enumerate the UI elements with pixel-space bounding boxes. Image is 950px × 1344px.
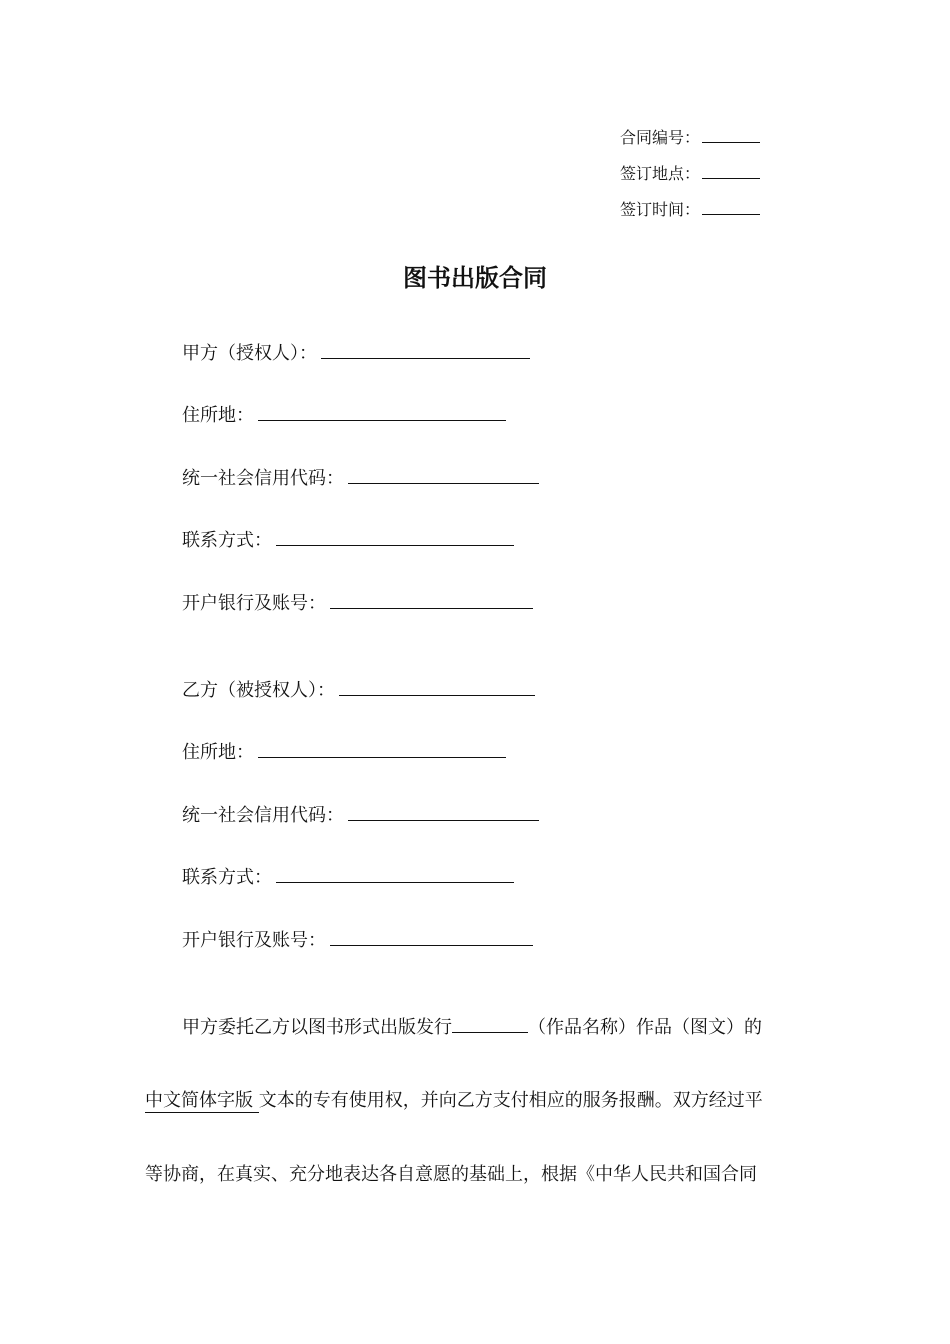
party-b-name-field [182,675,535,705]
party-b-bank-field [182,925,533,955]
party-b-credit-code-label: 统一社会信用代码： [182,805,344,826]
work-title-blank[interactable] [452,1012,528,1033]
party-a-bank-blank[interactable] [330,588,533,609]
party-b-credit-code-blank[interactable] [348,800,539,821]
party-a-name-label: 甲方（授权人）： [182,343,317,364]
contract-meta [620,126,820,234]
paragraph-line-1 [182,1012,762,1042]
paragraph-line-3: 等协商，在真实、充分地表达各自意愿的基础上，根据《中华人民共和国合同 [145,1164,757,1185]
paragraph-line-1-before: 甲方委托乙方以图书形式出版发行 [182,1017,452,1038]
party-b-contact-blank[interactable] [276,862,514,883]
paragraph-line-1-after: （作品名称）作品（图文）的 [528,1017,762,1038]
party-a-credit-code-field [182,463,539,493]
party-a-address-field [182,400,506,430]
party-b-contact-label: 联系方式： [182,867,272,888]
document-title: 图书出版合同 [403,264,547,292]
contract-number-row [620,126,820,162]
paragraph-line-2 [145,1087,763,1115]
party-a-bank-field [182,588,533,618]
sign-place-row [620,162,820,198]
party-a-bank-label: 开户银行及账号： [182,593,326,614]
sign-place-blank[interactable] [702,162,760,179]
paragraph-line-2-rest: 文本的专有使用权，并向乙方支付相应的服务报酬。双方经过平 [258,1090,763,1111]
party-b-name-label: 乙方（被授权人）： [182,680,335,701]
sign-place-label: 签订地点： [620,164,701,183]
contract-number-label: 合同编号： [620,128,701,147]
sign-time-blank[interactable] [702,198,760,215]
party-a-credit-code-blank[interactable] [348,463,539,484]
party-a-contact-blank[interactable] [276,525,514,546]
party-b-credit-code-field [182,800,539,830]
party-a-contact-label: 联系方式： [182,530,272,551]
party-a-name-blank[interactable] [321,338,530,359]
party-b-bank-blank[interactable] [330,925,533,946]
party-b-bank-label: 开户银行及账号： [182,930,326,951]
sign-time-row [620,198,820,234]
party-a-contact-field [182,525,514,555]
party-a-credit-code-label: 统一社会信用代码： [182,468,344,489]
party-b-address-field [182,737,506,767]
party-a-address-blank[interactable] [258,400,506,421]
party-b-address-blank[interactable] [258,737,506,758]
party-b-name-blank[interactable] [339,675,535,696]
sign-time-label: 签订时间： [620,200,701,219]
party-b-address-label: 住所地： [182,742,254,763]
edition-underlined-text: 中文简体字版 [145,1090,259,1111]
party-a-name-field [182,338,530,368]
party-a-address-label: 住所地： [182,405,254,426]
party-b-contact-field [182,862,514,892]
contract-number-blank[interactable] [702,126,760,143]
